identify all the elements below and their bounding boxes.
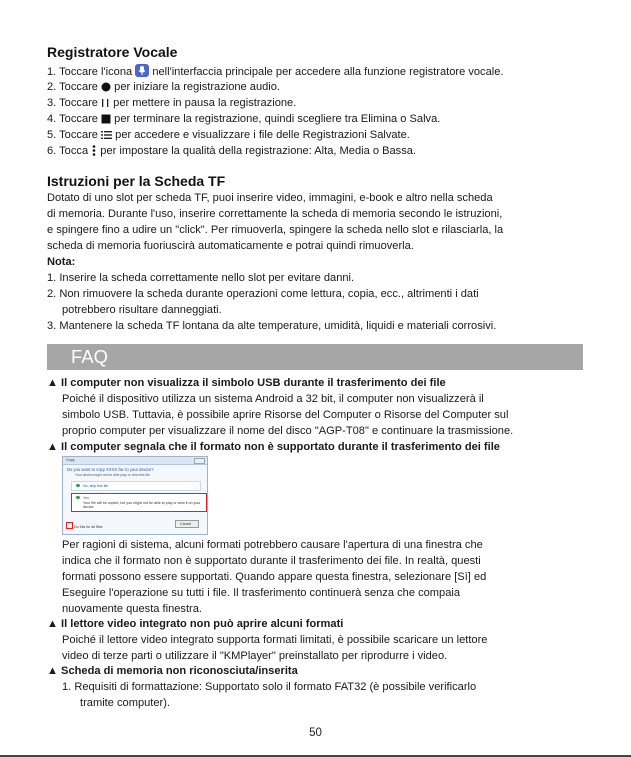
faq-answer-1-line-1: Poiché il dispositivo utilizza un sistema Android a 32 bit, il computer non visualizzerà il bbox=[62, 393, 484, 405]
dialog-checkbox bbox=[66, 522, 73, 529]
tf-note-label: Nota: bbox=[47, 256, 76, 268]
step-4-text-b: per terminare la registrazione, quindi scegliere tra Elimina o Salva. bbox=[111, 113, 441, 125]
faq-answer-2-line-1: Per ragioni di sistema, alcuni formati potrebbero causare l'apertura di una finestra che bbox=[62, 539, 483, 551]
tf-note-3: 3. Mantenere la scheda TF lontana da alte temperature, umidità, liquidi e materiali corrosivi. bbox=[47, 320, 497, 332]
faq-answer-2-line-2: indica che il formato non è supportato durante il trasferimento dei file. In realtà, questi bbox=[62, 555, 481, 567]
dialog-option-skip-label: No, skip this file bbox=[83, 483, 109, 488]
recorder-step-2 bbox=[47, 80, 280, 96]
arrow-icon bbox=[76, 496, 80, 499]
dialog-option-yes-subtext: Your file will be copied, but you might not be able to play or view it on your device. bbox=[83, 501, 201, 509]
faq-answer-2-line-3: formati possono essere supportati. Quando appare questa finestra, selezionare [Sì] ed bbox=[62, 571, 487, 583]
dialog-subtext: Your device might not be able play or view this file. bbox=[75, 473, 151, 477]
dialog-titlebar bbox=[63, 457, 207, 465]
dialog-option-yes-label: Yes bbox=[83, 495, 89, 500]
faq-answer-2-line-4: Eseguire l'operazione su tutti i file. Il trasferimento continuerà senza che compaia bbox=[62, 587, 461, 599]
dialog-cancel-button bbox=[175, 520, 199, 528]
tf-note-1: 1. Inserire la scheda correttamente nello slot per evitare danni. bbox=[47, 272, 355, 284]
dialog-option-skip bbox=[71, 481, 201, 491]
dialog-cancel-label: Cancel bbox=[180, 521, 192, 526]
dialog-question: Do you want to copy XXXX.fac to your device? bbox=[67, 467, 154, 472]
faq-answer-4-line-2: tramite computer). bbox=[80, 697, 171, 709]
faq-answer-2-line-5: nuovamente questa finestra. bbox=[62, 603, 202, 615]
recorder-heading: Registratore Vocale bbox=[47, 44, 178, 60]
faq-banner bbox=[47, 344, 583, 370]
step-2-text-b: per iniziare la registrazione audio. bbox=[111, 81, 281, 93]
list-icon bbox=[101, 130, 112, 144]
copy-dialog-screenshot bbox=[62, 456, 208, 535]
tf-paragraph-line-1: Dotato di uno slot per scheda TF, puoi inserire video, immagini, e-book e altro nella scheda bbox=[47, 192, 493, 204]
pause-icon bbox=[101, 98, 110, 112]
recorder-step-4 bbox=[47, 112, 440, 128]
record-dot-icon bbox=[101, 82, 111, 96]
faq-question-2: ▲ Il computer segnala che il formato non è supportato durante il trasferimento dei file bbox=[47, 441, 500, 453]
step-1-text-a: 1. Toccare l'icona bbox=[47, 66, 136, 78]
faq-answer-1-line-2: simbolo USB. Tuttavia, è possibile aprire Risorse del Computer o Risorse del Computer sul bbox=[62, 409, 509, 421]
step-6-text-b: per impostare la qualità della registrazione: Alta, Media o Bassa. bbox=[97, 145, 417, 157]
step-3-text-b: per mettere in pausa la registrazione. bbox=[110, 97, 297, 109]
faq-answer-3-line-1: Poiché il lettore video integrato supporta formati limitati, è possibile scaricare un lettore bbox=[62, 634, 488, 646]
tf-heading: Istruzioni per la Scheda TF bbox=[47, 173, 226, 189]
faq-question-1: ▲ Il computer non visualizza il simbolo USB durante il trasferimento dei file bbox=[47, 377, 446, 389]
dialog-checkbox-label: Do this for all files bbox=[74, 525, 103, 529]
microphone-icon bbox=[135, 64, 149, 81]
tf-paragraph-line-4: scheda di memoria fuoriuscirà automaticamente e potrai quindi rimuoverla. bbox=[47, 240, 414, 252]
step-2-text-a: 2. Toccare bbox=[47, 81, 102, 93]
recorder-step-5 bbox=[47, 128, 410, 144]
dialog-title: Copy bbox=[66, 458, 75, 462]
faq-question-3: ▲ Il lettore video integrato non può aprire alcuni formati bbox=[47, 618, 344, 630]
tf-note-2: 2. Non rimuovere la scheda durante operazioni come lettura, copia, ecc., altrimenti i dati bbox=[47, 288, 479, 300]
step-3-text-a: 3. Toccare bbox=[47, 97, 102, 109]
step-5-text-a: 5. Toccare bbox=[47, 129, 102, 141]
tf-note-2-cont: potrebbero risultare danneggiati. bbox=[62, 304, 222, 316]
recorder-step-3 bbox=[47, 96, 296, 112]
faq-answer-3-line-2: video di terze parti o utilizzare il "KMPlayer" preinstallato per riprodurre i video. bbox=[62, 650, 448, 662]
recorder-step-6 bbox=[47, 144, 416, 160]
page-number: 50 bbox=[309, 727, 322, 739]
step-6-text-a: 6. Tocca bbox=[47, 145, 92, 157]
stop-square-icon bbox=[101, 114, 111, 128]
arrow-icon bbox=[76, 484, 80, 487]
step-5-text-b: per accedere e visualizzare i file delle Registrazioni Salvate. bbox=[112, 129, 410, 141]
dialog-option-yes bbox=[71, 493, 207, 512]
faq-question-4: ▲ Scheda di memoria non riconosciuta/inserita bbox=[47, 665, 298, 677]
faq-answer-1-line-3: proprio computer per visualizzare il nome del disco "AGP-T08" e continuare la trasmissione. bbox=[62, 425, 514, 437]
tf-paragraph-line-2: di memoria. Durante l'uso, inserire correttamente la scheda di memoria secondo le istruzioni, bbox=[47, 208, 503, 220]
tf-paragraph-line-3: e spingere fino a udire un "click". Per rimuoverla, spingere la scheda nello slot e rilasciarla, la bbox=[47, 224, 504, 236]
step-1-text-b: nell'interfaccia principale per accedere alla funzione registratore vocale. bbox=[149, 66, 504, 78]
dialog-close-icon bbox=[194, 458, 205, 464]
faq-title: FAQ bbox=[71, 346, 109, 367]
faq-answer-4-line-1: 1. Requisiti di formattazione: Supportato solo il formato FAT32 (è possibile verificarlo bbox=[62, 681, 477, 693]
step-4-text-a: 4. Toccare bbox=[47, 113, 102, 125]
recorder-step-1 bbox=[47, 64, 503, 81]
